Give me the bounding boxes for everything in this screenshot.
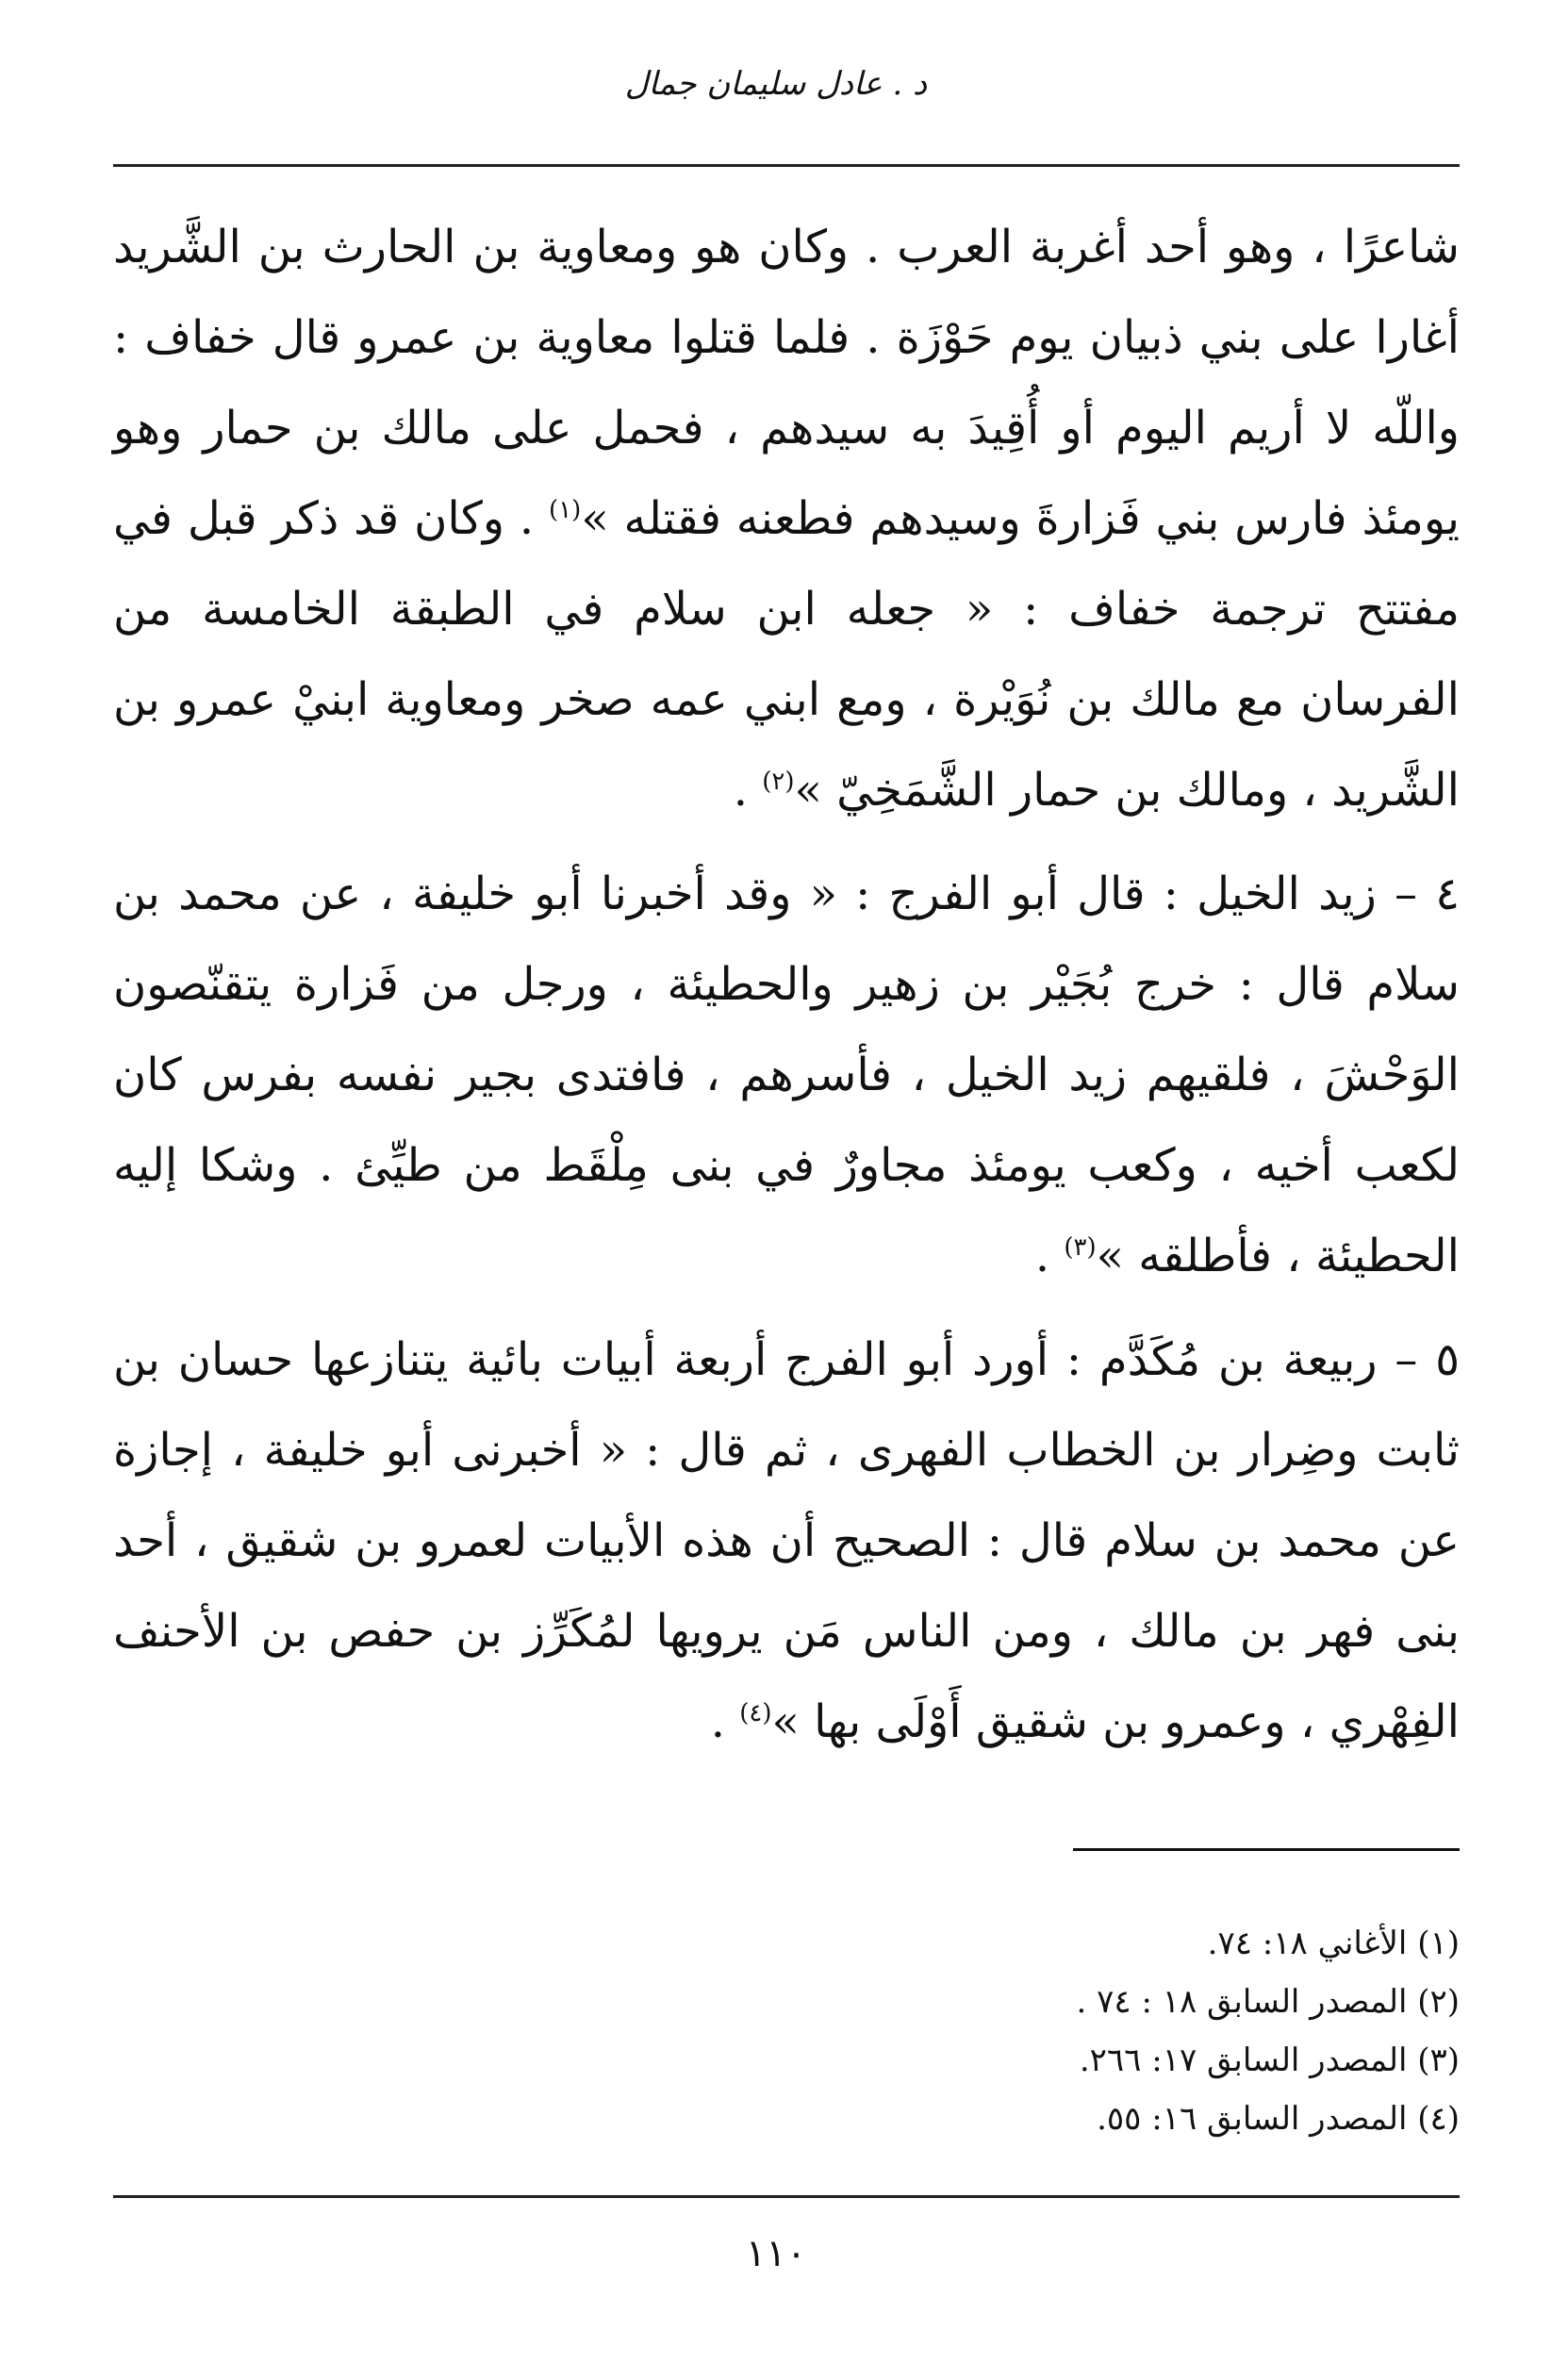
footnote-4: (٤) المصدر السابق ١٦: ٥٥. bbox=[1097, 2100, 1460, 2138]
footnote-ref-3: (٣) bbox=[1064, 1233, 1097, 1262]
paragraph-2-text: ٤ – زيد الخيل : قال أبو الفرج : « وقد أخبرنا أبو خليفة ، عن محمد بن سلام قال : خرج بُجَيْر بن زهير والحطيئة ، ورجل من فَزارة يتقنّصون الوَحْشَ ، فلقيهم زيد الخيل ، فأسرهم ، فافتدى بجير نفسه بفرس كان لكعب أخيه ، وكعب يومئذ مجاورٌ في بنى مِلْقَط من طيِّئ . وشكا إليه الحطيئة ، فأطلقه » bbox=[113, 868, 1460, 1282]
paragraph-1 bbox=[113, 202, 1460, 835]
footnote-ref-1: (١) bbox=[549, 496, 582, 524]
paragraph-2 bbox=[113, 849, 1460, 1301]
footnote-1: (١) الأغاني ١٨: ٧٤. bbox=[1207, 1925, 1460, 1962]
footnote-2: (٢) المصدر السابق ١٨ : ٧٤ . bbox=[1076, 1983, 1460, 2021]
paragraph-3-text: ٥ – ربيعة بن مُكَدَّم : أورد أبو الفرج أربعة أبيات بائية يتنازعها حسان بن ثابت وضِرار بن الخطاب الفهرى ، ثم قال : « أخبرنى أبو خليفة ، إجازة عن محمد بن سلام قال : الصحيح أن هذه الأبيات لعمرو بن شقيق ، أحد بنى فهر بن مالك ، ومن الناس مَن يرويها لمُكَرِّز بن حفص بن الأحنف الفِهْري ، وعمرو بن شقيق أَوْلَى بها » bbox=[113, 1333, 1460, 1748]
footnote-separator bbox=[1073, 1848, 1460, 1851]
header-rule bbox=[113, 164, 1460, 167]
running-title: د . عادل سليمان جمال bbox=[624, 65, 928, 103]
footnote-3: (٣) المصدر السابق ١٧: ٢٦٦. bbox=[1079, 2041, 1460, 2079]
main-text bbox=[113, 202, 1460, 1780]
paragraph-2-end: . bbox=[1034, 1230, 1050, 1282]
footnotes bbox=[611, 1914, 1460, 2148]
paragraph-3-end: . bbox=[710, 1695, 725, 1748]
paragraph-1-end: . bbox=[733, 764, 748, 817]
footer-rule bbox=[113, 2195, 1460, 2198]
footnote-ref-4: (٤) bbox=[739, 1699, 772, 1727]
page-number: ١١٠ bbox=[745, 2232, 807, 2275]
paragraph-1-text: شاعرًا ، وهو أحد أغربة العرب . وكان هو ومعاوية بن الحارث بن الشَّريد أغارا على بني ذبيان يوم حَوْزَة . فلما قتلوا معاوية بن عمرو قال خفاف : واللّه لا أريم اليوم أو أُقِيدَ به سيدهم ، فحمل على مالك بن حمار وهو يومئذ فارس بني فَزارةَ وسيدهم فطعنه فقتله » bbox=[113, 221, 1461, 545]
footnote-ref-2: (٢) bbox=[762, 768, 795, 796]
paragraph-1-continuation: . وكان قد ذكر قبل في مفتتح ترجمة خفاف : « جعله ابن سلام في الطبقة الخامسة من الفرسان مع مالك بن نُوَيْرة ، ومع ابني عمه صخر ومعاوية ابنيْ عمرو بن الشَّريد ، ومالك بن حمار الشَّمَخِيّ » bbox=[113, 492, 1460, 817]
paragraph-3 bbox=[113, 1314, 1460, 1767]
